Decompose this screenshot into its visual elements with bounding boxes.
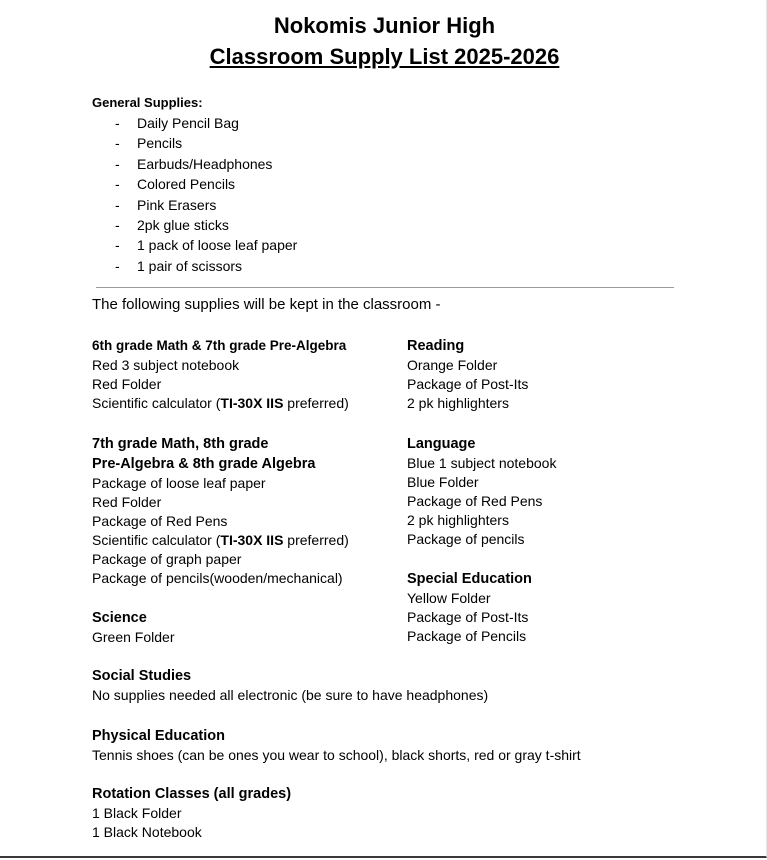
section-heading: Reading bbox=[407, 338, 465, 354]
science-section bbox=[92, 608, 174, 647]
list-item-text: Pencils bbox=[137, 135, 183, 152]
list-item: Package of pencils bbox=[407, 531, 525, 547]
dash-bullet: - bbox=[115, 115, 120, 131]
list-item: 2 pk highlighters bbox=[407, 395, 509, 411]
dash-bullet: - bbox=[115, 216, 120, 233]
dash-bullet: - bbox=[115, 196, 120, 213]
list-item-text: 1 pair of scissors bbox=[137, 257, 243, 274]
list-item: Blue 1 subject notebook bbox=[407, 455, 557, 471]
list-item bbox=[92, 154, 297, 174]
math7-section bbox=[92, 434, 349, 588]
list-item: Blue Folder bbox=[407, 474, 479, 490]
page-title: Classroom Supply List 2025-2026 bbox=[209, 44, 560, 69]
list-item bbox=[92, 113, 297, 133]
list-item: Red Folder bbox=[92, 494, 162, 510]
list-item bbox=[92, 195, 297, 215]
social-studies-section bbox=[92, 666, 488, 705]
list-item: Package of Red Pens bbox=[407, 493, 543, 509]
general-supplies-heading: General Supplies: bbox=[92, 95, 203, 110]
list-item bbox=[92, 235, 297, 255]
section-text: Tennis shoes (can be ones you wear to school), black shorts, red or gray t-shirt bbox=[92, 747, 581, 763]
list-item: Red 3 subject notebook bbox=[92, 357, 240, 373]
list-item: Scientific calculator (TI-30X IIS preferred) bbox=[92, 395, 349, 411]
list-item-text: Daily Pencil Bag bbox=[137, 115, 239, 131]
general-supplies-list bbox=[92, 113, 297, 276]
reading-section bbox=[407, 336, 528, 413]
dash-bullet: - bbox=[115, 257, 120, 274]
list-item: Yellow Folder bbox=[407, 590, 491, 606]
section-heading: Physical Education bbox=[92, 728, 225, 744]
language-section bbox=[407, 434, 556, 549]
section-heading: Rotation Classes (all grades) bbox=[92, 786, 292, 802]
dash-bullet: - bbox=[115, 155, 120, 172]
list-item bbox=[92, 174, 297, 194]
list-item: Package of Red Pens bbox=[92, 513, 228, 529]
list-item: Package of pencils(wooden/mechanical) bbox=[92, 570, 343, 586]
list-item-text: Colored Pencils bbox=[137, 176, 236, 193]
list-item: Package of Post-Its bbox=[407, 376, 529, 392]
list-item: Package of loose leaf paper bbox=[92, 475, 266, 491]
section-heading: 7th grade Math, 8th grade bbox=[92, 436, 269, 452]
special-education-section bbox=[407, 569, 532, 646]
list-item-text: Pink Erasers bbox=[137, 196, 217, 213]
section-heading: Special Education bbox=[407, 571, 532, 587]
school-name: Nokomis Junior High bbox=[273, 13, 496, 38]
list-item: Package of Pencils bbox=[407, 628, 527, 644]
list-item bbox=[92, 133, 297, 153]
list-item-text: 2pk glue sticks bbox=[137, 216, 229, 233]
dash-bullet: - bbox=[115, 135, 120, 152]
physical-education-section bbox=[92, 726, 581, 765]
list-item: Orange Folder bbox=[407, 357, 498, 373]
section-heading: Science bbox=[92, 610, 147, 626]
section-heading-cont: Pre-Algebra & 8th grade Algebra bbox=[92, 456, 316, 472]
list-item: 1 Black Folder bbox=[92, 805, 182, 821]
list-item bbox=[92, 215, 297, 235]
list-item: Package of graph paper bbox=[92, 551, 242, 567]
math6-section bbox=[92, 336, 349, 413]
list-item: Green Folder bbox=[92, 629, 175, 645]
list-item: 1 Black Notebook bbox=[92, 824, 202, 840]
dash-bullet: - bbox=[115, 237, 120, 254]
list-item-text: 1 pack of loose leaf paper bbox=[137, 237, 298, 254]
section-heading: Language bbox=[407, 436, 476, 452]
list-item-text: Earbuds/Headphones bbox=[137, 155, 273, 172]
list-item bbox=[92, 256, 297, 276]
list-item: Scientific calculator (TI-30X IIS preferred) bbox=[92, 532, 349, 548]
section-heading: Social Studies bbox=[92, 668, 192, 684]
list-item: Package of Post-Its bbox=[407, 609, 529, 625]
classroom-intro: The following supplies will be kept in the classroom - bbox=[92, 296, 441, 313]
dash-bullet: - bbox=[115, 176, 120, 193]
section-text: No supplies needed all electronic (be sure to have headphones) bbox=[92, 687, 489, 703]
horizontal-divider bbox=[96, 287, 674, 288]
section-heading: 6th grade Math & 7th grade Pre-Algebra bbox=[92, 338, 347, 353]
list-item: 2 pk highlighters bbox=[407, 512, 509, 528]
list-item: Red Folder bbox=[92, 376, 162, 392]
rotation-classes-section bbox=[92, 784, 291, 842]
